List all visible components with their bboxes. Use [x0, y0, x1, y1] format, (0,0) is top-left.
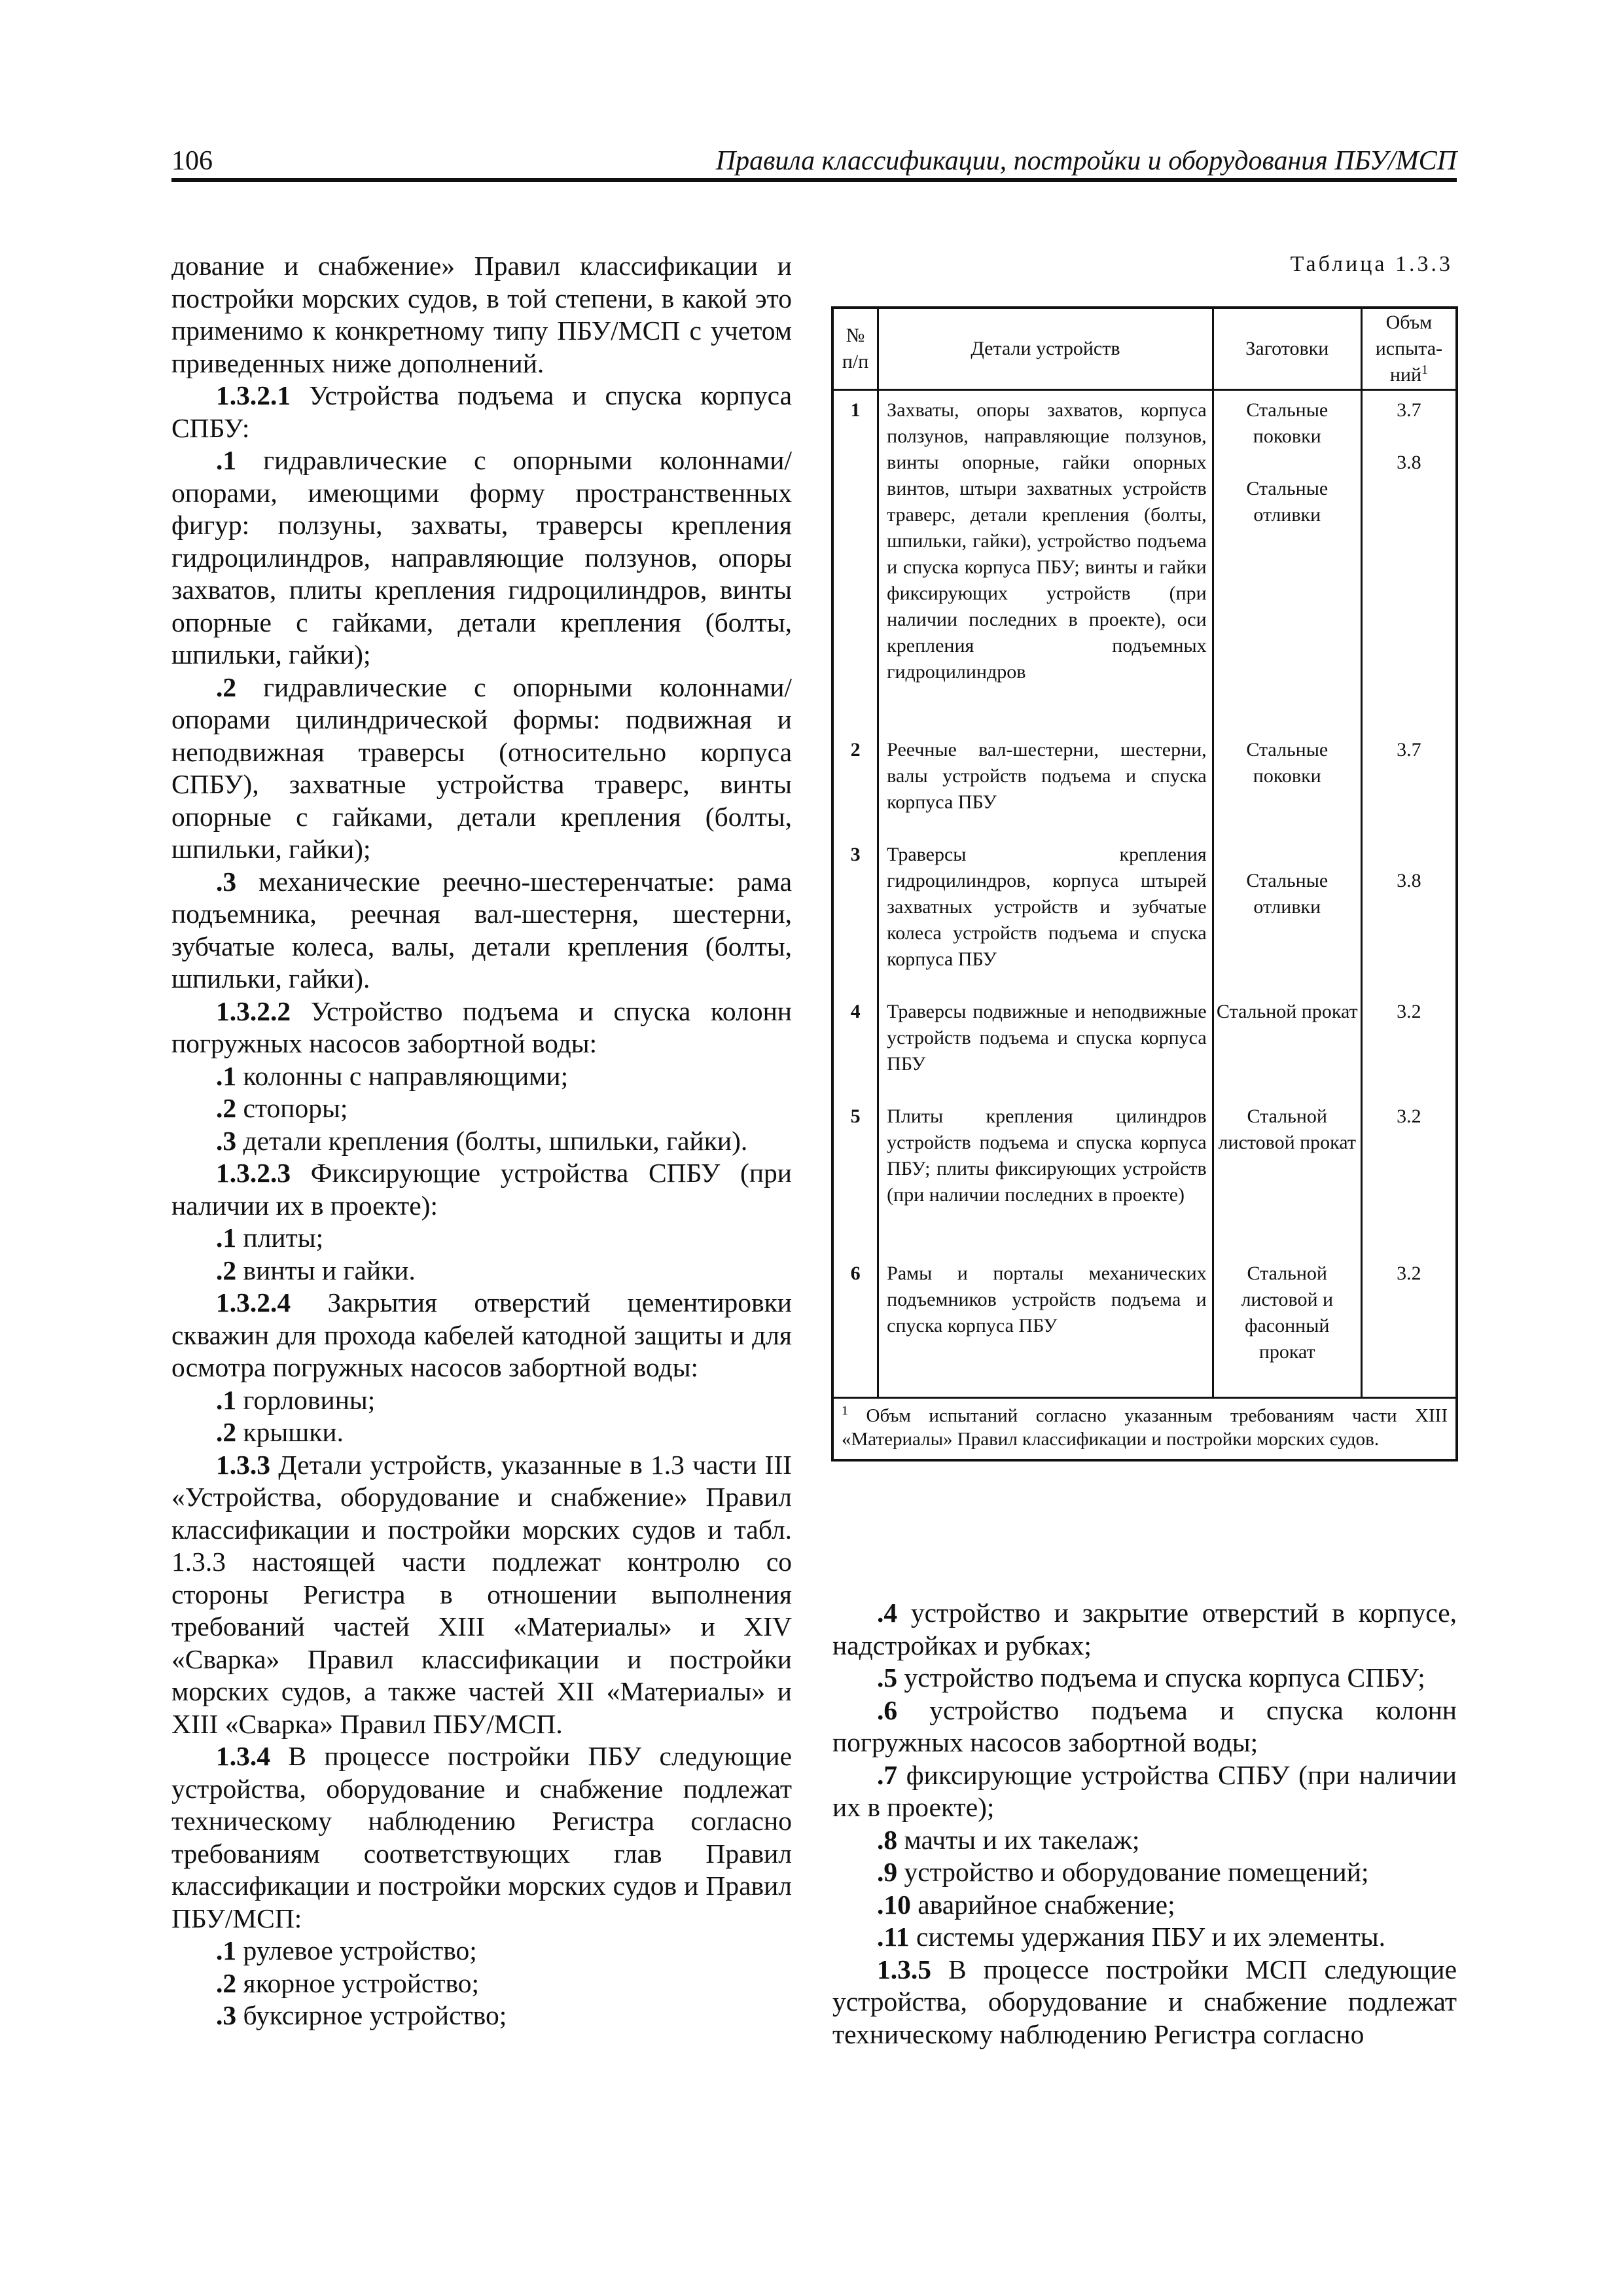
paragraph — [171, 1416, 792, 1449]
row-volume — [1361, 390, 1457, 730]
vol-a: 3.7 — [1397, 399, 1421, 421]
item-number: .1 — [216, 1935, 237, 1965]
row-volume: 3.2 — [1361, 992, 1457, 1097]
table-footnote — [832, 1398, 1457, 1461]
paragraph — [832, 1824, 1457, 1857]
row-details: Рамы и порталы механических подъемников устройств подъема и спуска корпуса ПБУ — [878, 1254, 1213, 1398]
item-text: гидравлические с опорными колоннами/опорами, имеющими форму пространственных фигур: ползуны, захваты, траверсы крепления гидроцилиндров, направляющие ползунов, опоры захватов, плиты крепления гидроцилиндров, винты опорные с гайками, детали крепления (болты, шпильки, гайки); — [171, 445, 792, 670]
blank-a: Стальные поковки — [1246, 399, 1329, 447]
row-number: 1 — [832, 390, 878, 730]
item-number: .2 — [216, 1967, 237, 1998]
item-number: .2 — [216, 1093, 237, 1123]
paragraph — [171, 1449, 792, 1741]
clause-text: Детали устройств, указанные в 1.3 части III «Устройства, оборудование и снабжение» Правил классификации и постройки морских судов и табл. 1.3.3 настоящей части подлежат контролю со стороны Регистра в отношении выполнения требований частей XIII «Материалы» и XIV «Сварка» Правил классификации и постройки морских судов, а также частей XII «Материалы» и XIII «Сварка» Правил ПБУ/МСП. — [171, 1449, 792, 1739]
row-details: Реечные вал-шестерни, шестерни, валы устройств подъема и спуска корпуса ПБУ — [878, 730, 1213, 835]
clause-text: Устройство подъема и спуска колонн погружных насосов забортной воды: — [171, 996, 792, 1058]
footnote-marker: 1 — [842, 1403, 848, 1418]
paragraph — [832, 1889, 1457, 1922]
row-volume: 3.7 — [1361, 730, 1457, 835]
paragraph — [171, 1060, 792, 1093]
header-vol-line2: испыта- — [1375, 338, 1443, 359]
row-blanks: Стальной листовой прокат — [1213, 1097, 1361, 1254]
paragraph — [171, 1935, 792, 1967]
running-title: Правила классификации, постройки и оборудования ПБУ/МСП — [715, 146, 1457, 176]
row-number: 2 — [832, 730, 878, 835]
table-row — [832, 1254, 1457, 1398]
item-number: .10 — [877, 1889, 911, 1920]
item-number: .3 — [216, 1125, 237, 1156]
row-details: Захваты, опоры захватов, корпуса ползунов, направляющие ползунов, винты опорные, гайки опорных винтов, штыри захватных устройств траверс, детали крепления (болты, шпильки, гайки), устройство подъема и спуска корпуса ПБУ; винты и гайки фиксирующих устройств (при наличии последних в проекте), оси крепления подъемных гидроцилиндров — [878, 390, 1213, 730]
item-number: .9 — [877, 1857, 898, 1887]
item-text: горловины; — [236, 1384, 376, 1415]
header-blanks: Заготовки — [1213, 308, 1361, 390]
item-number: .3 — [216, 2000, 237, 2030]
item-text: устройство и закрытие отверстий в корпусе, надстройках и рубках; — [832, 1598, 1457, 1660]
row-blanks — [1213, 390, 1361, 730]
paragraph — [171, 444, 792, 672]
clause-number: 1.3.2.1 — [216, 380, 291, 410]
item-number: .2 — [216, 1417, 237, 1447]
clause-text: В процессе постройки МСП следующие устройства, оборудование и снабжение подлежат техническому наблюдению Регистра согласно — [832, 1954, 1457, 2049]
paragraph — [171, 1740, 792, 1935]
table-header-row — [832, 308, 1457, 390]
item-number: .6 — [877, 1695, 898, 1725]
table-footnote-row — [832, 1398, 1457, 1461]
item-text: мачты и их такелаж; — [897, 1824, 1140, 1855]
row-details: Плиты крепления цилиндров устройств подъема и спуска корпуса ПБУ; плиты фиксирующих устройств (при наличии последних в проекте) — [878, 1097, 1213, 1254]
item-number: .2 — [216, 1255, 237, 1285]
item-text: буксирное устройство; — [236, 2000, 507, 2030]
footnote-text: Объм испытаний согласно указанным требованиям части XIII «Материалы» Правил классификации и постройки морских судов. — [842, 1405, 1448, 1450]
item-text: устройство подъема и спуска колонн погружных насосов забортной воды; — [832, 1695, 1457, 1757]
paragraph — [171, 866, 792, 996]
paragraph — [171, 672, 792, 866]
header-num-line1: № — [846, 325, 865, 346]
paragraph — [171, 1222, 792, 1255]
paragraph — [171, 2000, 792, 2032]
vol-b: 3.8 — [1397, 452, 1421, 473]
item-text: колонны с направляющими; — [236, 1060, 569, 1091]
item-text: винты и гайки. — [236, 1255, 416, 1285]
row-blanks: Стальной листовой и фасонный прокат — [1213, 1254, 1361, 1398]
clause-number: 1.3.2.4 — [216, 1287, 291, 1318]
item-text: фиксирующие устройства СПБУ (при наличии их в проекте); — [832, 1759, 1457, 1822]
blank-b: Стальные отливки — [1246, 478, 1329, 526]
paragraph — [171, 1384, 792, 1417]
item-number: .1 — [216, 1223, 237, 1253]
clause-number: 1.3.2.3 — [216, 1158, 291, 1188]
paragraph — [832, 1662, 1457, 1695]
paragraph — [171, 1967, 792, 2000]
item-text: устройство подъема и спуска корпуса СПБУ; — [897, 1662, 1425, 1693]
item-text: якорное устройство; — [236, 1967, 480, 1998]
row-volume: 3.2 — [1361, 1097, 1457, 1254]
header-vol-line1: Объм — [1385, 312, 1433, 333]
header-num-line2: п/п — [842, 351, 869, 372]
header-details: Детали устройств — [878, 308, 1213, 390]
row-details: Траверсы крепления гидроцилиндров, корпуса штырей захватных устройств и зубчатые колеса устройств подъема и спуска корпуса ПБУ — [878, 835, 1213, 992]
row-number: 6 — [832, 1254, 878, 1398]
item-text: детали крепления (болты, шпильки, гайки). — [236, 1125, 748, 1156]
item-number: .4 — [877, 1598, 898, 1628]
header-rule — [171, 178, 1457, 182]
item-text: рулевое устройство; — [236, 1935, 477, 1965]
item-text: крышки. — [236, 1417, 344, 1447]
item-text: гидравлические с опорными колоннами/опорами цилиндрической формы: подвижная и неподвижная траверсы (относительно корпуса СПБУ), захватные устройства траверс, винты опорные с гайками, детали крепления (болты, шпильки, гайки); — [171, 672, 792, 864]
item-text: стопоры; — [236, 1093, 348, 1123]
row-details: Траверсы подвижные и неподвижные устройств подъема и спуска корпуса ПБУ — [878, 992, 1213, 1097]
item-number: .1 — [216, 1384, 237, 1415]
clause-text: Устройства подъема и спуска корпуса СПБУ: — [171, 380, 792, 443]
item-text: системы удержания ПБУ и их элементы. — [909, 1922, 1385, 1952]
item-number: .7 — [877, 1759, 898, 1790]
item-text: плиты; — [236, 1223, 324, 1253]
item-number: .11 — [877, 1922, 910, 1952]
left-column — [171, 250, 792, 2032]
row-blanks: Стальной прокат — [1213, 992, 1361, 1097]
header-volume — [1361, 308, 1457, 390]
row-volume — [1361, 835, 1457, 992]
table-row — [832, 992, 1457, 1097]
blank-value: Стальные отливки — [1246, 869, 1329, 918]
item-number: .3 — [216, 866, 237, 897]
paragraph — [171, 1092, 792, 1125]
page-number: 106 — [171, 146, 213, 176]
clause-number: 1.3.3 — [216, 1449, 270, 1480]
paragraph — [171, 1157, 792, 1222]
paragraph — [171, 380, 792, 444]
item-number: .5 — [877, 1662, 898, 1693]
clause-number: 1.3.5 — [877, 1954, 931, 1984]
paragraph — [171, 1287, 792, 1384]
paragraph — [832, 1954, 1457, 2051]
paragraph — [832, 1921, 1457, 1954]
clause-text: Фиксирующие устройства СПБУ (при наличии их в проекте): — [171, 1158, 792, 1221]
footnote-marker: 1 — [1421, 363, 1428, 377]
paragraph — [832, 1695, 1457, 1759]
page-header — [171, 145, 1457, 179]
table-row — [832, 390, 1457, 730]
paragraph: дование и снабжение» Правил классификации и постройки морских судов, в той степени, в какой это применимо к конкретному типу ПБУ/МСП с учетом приведенных ниже дополнений. — [171, 251, 792, 378]
paragraph — [171, 1125, 792, 1158]
row-number: 4 — [832, 992, 878, 1097]
item-number: .1 — [216, 1060, 237, 1091]
paragraph — [171, 996, 792, 1060]
row-number: 3 — [832, 835, 878, 992]
item-text: устройство и оборудование помещений; — [897, 1857, 1369, 1887]
clause-text: В процессе постройки ПБУ следующие устройства, оборудование и снабжение подлежат техническому наблюдению Регистра согласно требованиям соответствующих глав Правил классификации и постройки морских судов и Правил ПБУ/МСП: — [171, 1741, 792, 1933]
vol-value: 3.8 — [1397, 869, 1421, 891]
paragraph — [171, 1255, 792, 1287]
right-column — [832, 1597, 1457, 2051]
paragraph — [832, 1856, 1457, 1889]
clause-number: 1.3.2.2 — [216, 996, 291, 1026]
table-row — [832, 1097, 1457, 1254]
table-1-3-3 — [831, 306, 1458, 1462]
item-number: .8 — [877, 1824, 898, 1855]
table-caption: Таблица 1.3.3 — [1290, 252, 1453, 276]
item-text: аварийное снабжение; — [910, 1889, 1175, 1920]
clause-number: 1.3.4 — [216, 1741, 270, 1771]
header-num — [832, 308, 878, 390]
item-number: .1 — [216, 445, 237, 475]
clause-text: Закрытия отверстий цементировки скважин для прохода кабелей катодной защиты и для осмотра погружных насосов забортной воды: — [171, 1287, 792, 1382]
table-row — [832, 730, 1457, 835]
paragraph — [832, 1759, 1457, 1824]
row-volume: 3.2 — [1361, 1254, 1457, 1398]
item-number: .2 — [216, 672, 237, 702]
table-row — [832, 835, 1457, 992]
row-blanks: Стальные поковки — [1213, 730, 1361, 835]
row-blanks — [1213, 835, 1361, 992]
item-text: механические реечно-шестеренчатые: рама подъемника, реечная вал-шестерня, шестерни, зубчатые колеса, валы, детали крепления (болты, шпильки, гайки). — [171, 866, 792, 994]
row-number: 5 — [832, 1097, 878, 1254]
header-vol-line3: ний — [1389, 364, 1421, 386]
paragraph — [832, 1597, 1457, 1662]
